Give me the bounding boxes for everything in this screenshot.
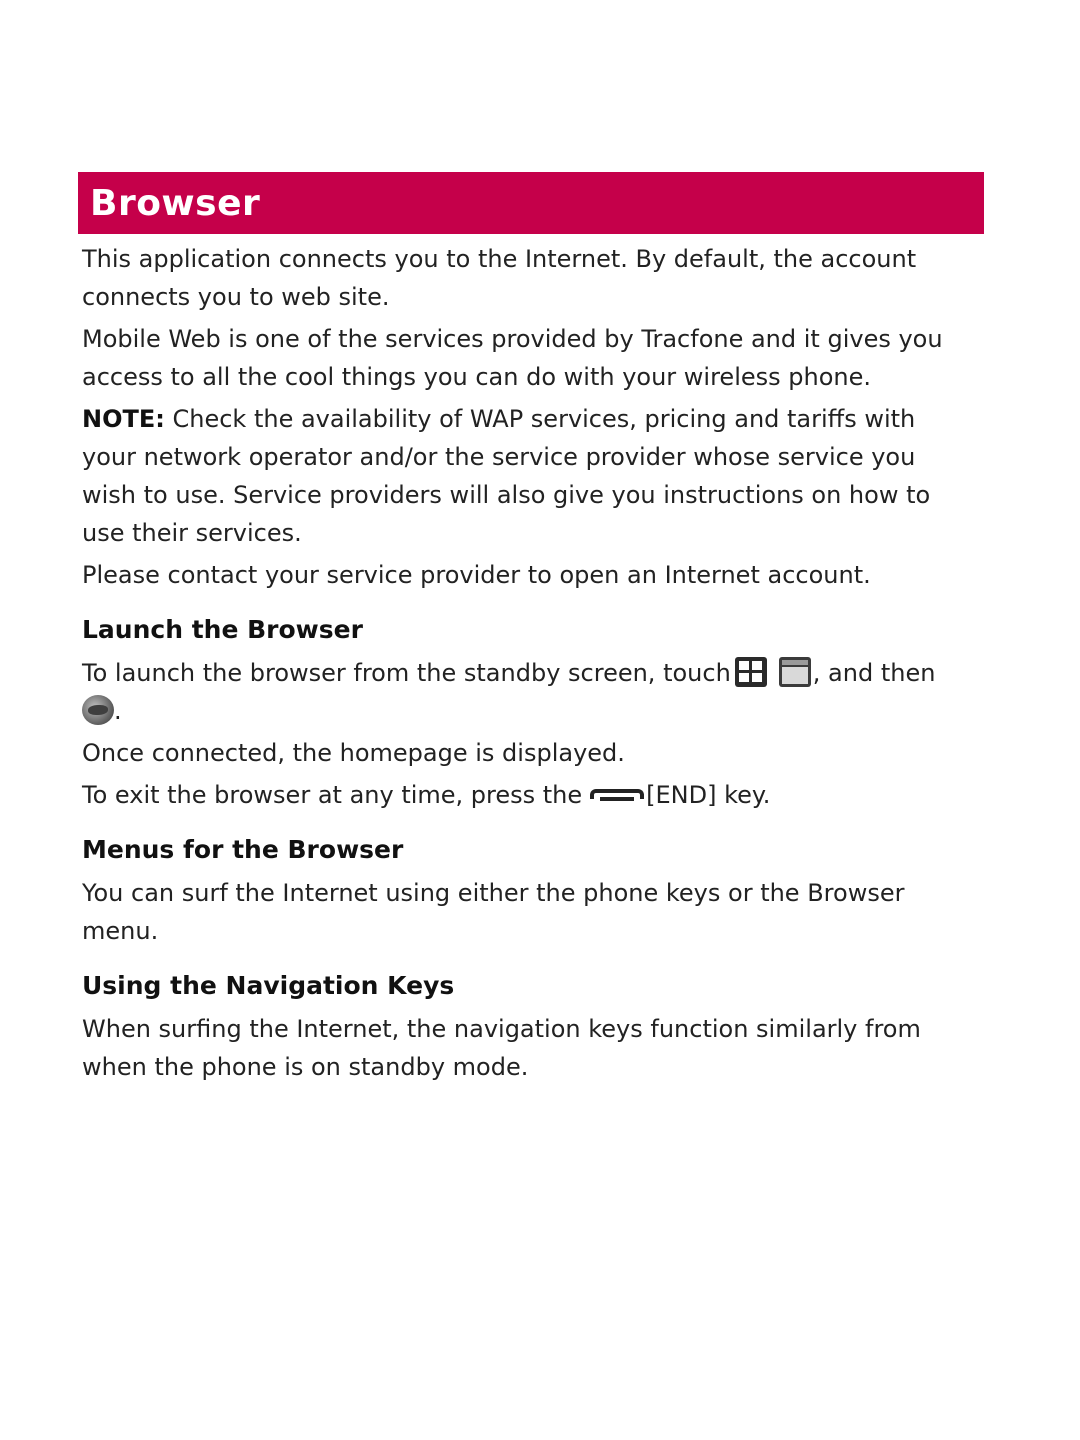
connected-paragraph: Once connected, the homepage is displayed.: [82, 739, 625, 767]
note-label: NOTE:: [82, 405, 165, 433]
section-banner: [78, 172, 984, 234]
note-text: Check the availability of WAP services, pricing and tariffs with your network operator and/or the service provider whose service you wish to use. Service providers will also give you instructions on how to use their services.: [82, 405, 931, 547]
menu-grid-icon: [735, 657, 767, 687]
exit-text-b: [END] key.: [646, 781, 771, 809]
launch-paragraph: [82, 654, 964, 730]
manual-page: [78, 172, 984, 1086]
exit-paragraph: [82, 776, 964, 814]
launch-heading: Launch the Browser: [82, 615, 363, 644]
menus-paragraph: You can surf the Internet using either the phone keys or the Browser menu.: [82, 879, 905, 945]
navigation-heading: Using the Navigation Keys: [82, 971, 455, 1000]
intro-paragraph: This application connects you to the Internet. By default, the account connects you to web site.: [82, 245, 917, 311]
applications-icon: [779, 657, 811, 687]
launch-period: .: [114, 697, 122, 725]
mobile-web-paragraph: Mobile Web is one of the services provided by Tracfone and it gives you access to all the cool things you can do with your wireless phone.: [82, 325, 943, 391]
exit-text-a: To exit the browser at any time, press the: [82, 781, 583, 809]
menus-heading: Menus for the Browser: [82, 835, 404, 864]
end-key-icon: [590, 787, 644, 801]
note-paragraph: [82, 400, 964, 552]
section-content: [78, 240, 984, 1086]
launch-text-b: , and then: [812, 659, 936, 687]
contact-paragraph: Please contact your service provider to open an Internet account.: [82, 561, 871, 589]
section-title: Browser: [90, 182, 261, 224]
browser-globe-icon: [82, 695, 114, 725]
navigation-paragraph: When surfing the Internet, the navigation keys function similarly from when the phone is on standby mode.: [82, 1015, 921, 1081]
launch-text-a: To launch the browser from the standby screen, touch: [82, 659, 731, 687]
